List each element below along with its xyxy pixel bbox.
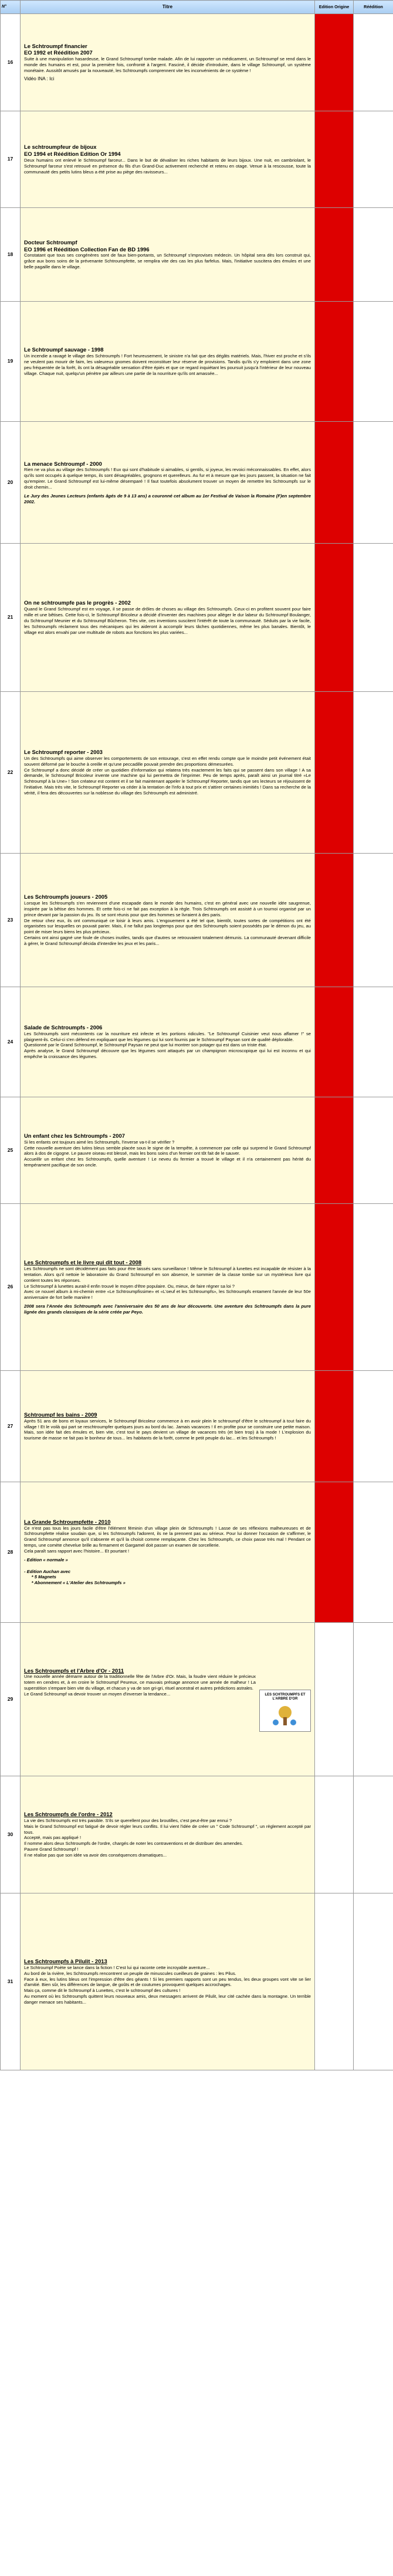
album-title: Le Schtroumpf financier EO 1992 et Réédition 2007: [24, 42, 93, 56]
table-row: [1, 1623, 393, 1776]
album-synopsis: Le Schtroumpf Poète se lance dans la fiction ! C'est lui qui raconte cette incroyable aventure... Au bord de la rivière, les Schtroumpfs rencontrent un peuple de minuscules cueilleurs de graines : les Pilus. Face à eux, les lutins bleus ont l'impression d'être des géants ! Si les premiers rapports sont un peu tendus, les deux groupes vont vite se lier d'amitié. Bien sûr, les différences de langue, de goûts et de coutumes provoquent quelques accrochages. Mais ça, comme dit le Schtroumpf à Lunettes, c'est le schtroumpf des cultures ! Au moment où les Schtroumpfs quittent leurs nouveaux amis, deux messagers arrivent de Pilulit, leur cité cachée dans la montagne. Un terrible danger menace ses habitants...: [24, 1964, 311, 2005]
album-synopsis: Suite à une manipulation hasardeuse, le Grand Schtroumpf tombe malade. Afin de lui rapporter un médicament, un Schtroumpf se rend dans le monde des humains et est, pour la première fois, confronté à l'argent. Fasciné, il décide d'introduire, dans le village Schtroumpf, un système monétaire. Aussitôt amusés par la nouveauté, les Schtroumpfs comprennent vite les inconvénients de ce système !: [24, 56, 311, 73]
album-description: [21, 1482, 315, 1623]
header-edition: Edition Origine: [315, 1, 354, 14]
album-description: [21, 692, 315, 854]
reedition-cell: [354, 1482, 393, 1623]
edition-origin-cell: [315, 208, 354, 302]
album-title: Salade de Schtroumpfs - 2006: [24, 1023, 103, 1031]
reedition-cell: [354, 14, 393, 111]
album-number: 31: [1, 1893, 21, 2070]
album-cover-image: [259, 1690, 311, 1732]
album-number: 23: [1, 854, 21, 987]
edition-origin-cell: [315, 111, 354, 208]
reedition-cell: [354, 1893, 393, 2070]
album-title: La Grande Schtroumpfette - 2010: [24, 1518, 111, 1525]
album-title: Les Schtroumpfs joueurs - 2005: [24, 893, 108, 900]
album-title: Les Schtroumpfs et l'Arbre d'Or - 2011: [24, 1667, 124, 1674]
album-number: 18: [1, 208, 21, 302]
album-description: [21, 111, 315, 208]
album-synopsis: Rien ne va plus au village des Schtroumpfs ! Eux qui sont d'habitude si aimables, si gentils, si joyeux, les revoici méconnaissables. En effet, alors qu'ils sont occupés à quelque temps, ils sont désagréables, grognons et querelleurs. Au fur et à mesure que les jours passent, la situation ne fait qu'empirer. Le Grand Schtroumpf est lui-même désemparé ! Il faut toutefois absolument trouver un moyen de remettre les Schtroumpfs sur le droit chemin...: [24, 467, 311, 490]
edition-origin-cell: [315, 422, 354, 544]
album-synopsis: Les Schtroumpfs ne sont décidément pas faits pour être laissés sans surveillance ! Même le Schtroumpf à lunettes est incapable de résister à la tentation. Alors qu'il nettoie le laboratoire du Grand Schtroumpf en son absence, le sommier de la classe tombe sur un mystérieux livre qui contient toutes les réponses. Le Schtroumpf à lunettes aurait-il enfin trouvé le moyen d'être populaire. Ou, mieux, de faire régner sa loi ? Avec ce nouvel album à mi-chemin entre «Le Schtroumpfissime» et «L'oeuf et les Schtroumpfs», les Schtroumpfs entament l'année de leur 50e anniversaire de fort belle manière !: [24, 1265, 311, 1301]
album-note: Le Jury des Jeunes Lecteurs (enfants âgés de 9 à 13 ans) a couronné cet album au 1er Festival de Vaison la Romaine (F)en septembre 2002.: [24, 493, 311, 504]
album-synopsis: Si les enfants ont toujours aimé les Schtroumpfs, l'inverse va-t-il se vérifier ? Cette nouvelle aventure des lutins bleus semble placée sous le signe de la tempête, à commencer par celle qui surprend le Grand Schtroumpf alors à dos de cigogne. Le pauvre oiseau est blessé, mais les bons soins d'un fermier ont tôt fait de le sauver. Accueillir un enfant chez les Schtroumpfs, quelle aventure ! Le neveu du fermier a trouvé le village et il n'a certainement pas hérité du tempérament pacifique de son oncle.: [24, 1139, 311, 1168]
album-description: [21, 1893, 315, 2070]
table-row: [1, 1371, 393, 1482]
album-title: Schtroumpf les bains - 2009: [24, 1411, 97, 1418]
reedition-cell: [354, 1097, 393, 1204]
album-note: - Edition « normale » - Edition Auchan avec * 5 Magnets * Abonnement « L'Atelier des Schtroumpfs »: [24, 1557, 126, 1586]
reedition-cell: [354, 111, 393, 208]
edition-origin-cell: [315, 1371, 354, 1482]
table-row: [1, 544, 393, 692]
table-row: [1, 111, 393, 208]
album-synopsis: Deux humains ont enlevé le Schtroumpf farceur... Dans le but de dévaliser les riches habitants de leurs bijoux. Une nuit, en cambriolant, le Schtroumpf farceur s'est retrouvé en présence du fils d'un Grand-Duc activement recherché et retenu en otage. Venue à la rescousse, toute la communauté des petits lutins bleus a été prise au piège des ravisseurs...: [24, 157, 311, 175]
reedition-cell: [354, 422, 393, 544]
album-description: [21, 1776, 315, 1893]
album-description: [21, 14, 315, 111]
table-row: [1, 987, 393, 1097]
album-description: [21, 987, 315, 1097]
edition-origin-cell: [315, 1482, 354, 1623]
header-row: [1, 1, 393, 14]
album-description: [21, 1371, 315, 1482]
album-synopsis: Une nouvelle année démarre autour de la traditionnelle fête de l'Arbre d'Or. Mais, la foudre vient réduire le précieux totem en cendres et, à en croire le Schtroumpf Peureux, ce mauvais présage annonce une année de malheur ! La superstition s'empare bien vite du village, et chacun y va de son gri-gri, rituel ancestral et autres prédictions astrales. Le Grand Schtroumpf va devoir trouver un moyen d'inverser la tendance...: [24, 1674, 256, 1697]
album-number: 19: [1, 302, 21, 422]
album-title: Les Schtroumpfs et le livre qui dit tout - 2008: [24, 1259, 142, 1266]
header-title: Titre: [21, 1, 315, 14]
album-title: On ne schtroumpfe pas le progrès - 2002: [24, 599, 131, 606]
reedition-cell: [354, 1371, 393, 1482]
album-description: [21, 1097, 315, 1204]
edition-origin-cell: [315, 14, 354, 111]
album-synopsis: La vie des Schtroumpfs est très paisible. S'ils se querellent pour des broutilles, c'est peut-être par ennui ? Mais le Grand Schtroumpf est fatigué de devoir régler leurs conflits. Il lui vient l'idée de créer un " Code Schtroumpf ", un règlement accepté par tous. Accepté, mais pas appliqué ! Il nomme alors deux Schtroumpfs de l'ordre, chargés de noter les contraventions et de distribuer des amendes. Pauvre Grand Schtroumpf ! Il ne réalise pas que son idée va avoir des conséquences dramatiques...: [24, 1817, 311, 1858]
album-note: 2008 sera l'Année des Schtroumpfs avec l'anniversaire des 50 ans de leur découverte. Une aventure des Schtroumpfs dans la pure lignée des grands classiques de la série créée par Peyo.: [24, 1304, 311, 1315]
edition-origin-cell: [315, 544, 354, 692]
reedition-cell: [354, 302, 393, 422]
table-row: [1, 1776, 393, 1893]
table-row: [1, 208, 393, 302]
album-synopsis: Constatant que tous ses congénères sont de faux bien-portants, un Schtroumpf s'improvises médecin. Un hôpital sera dès lors construit qui, grâce aux bons soins de la prévenante Schtroumpfette, se remplira vite des cas les plus farfelus. Mais, l'initiative suscitera des émules et une belle pagaille dans le village.: [24, 253, 311, 270]
table-row: [1, 1893, 393, 2070]
album-title: Les Schtroumpfs à Pilulit - 2013: [24, 1958, 107, 1965]
album-number: 26: [1, 1204, 21, 1371]
album-number: 21: [1, 544, 21, 692]
header-number: N°: [1, 1, 21, 14]
album-title: Le Schtroumpf reporter - 2003: [24, 749, 103, 756]
album-number: 29: [1, 1623, 21, 1776]
album-synopsis: Un incendie a ravagé le village des Schtroumpfs ! Fort heureusement, le sinistre n'a fait que des dégâts matériels. Mais, l'hiver est proche et s'ils ne veulent pas mourir de faim, les valeureux gnomes doivent reconstituer leur réserve de provisions. Tandis qu'ils s'y emploient dans une zone peu fréquentée de la forêt, ils ont la désagréable sensation d'être épiés et que ce regard inquiétant les poursuit jusqu'à l'intérieur de leur nouveau village. Chaque nuit, quelqu'un pénètre par ailleurs une partie de la nourriture qu'ils ont amassée...: [24, 353, 311, 376]
album-synopsis: Les Schtroumpfs sont mécontents car la nourriture est infecte et les portions ridicules. "Le Schtroumpf Cuisinier veut nous affamer !" se plaignent-ils. Celui-ci s'en défend en expliquant que les légumes qui lui sont fournis par le Schtroumpf Paysan sont de qualité déplorable. Questionné par le Grand Schtroumpf, le Schtroumpf Paysan ne peut que lui montrer son potager qui est dans un triste état. Après analyse, le Grand Schtroumpf découvre que les légumes sont attaqués par un champignon microscopique qui lui est inconnu et qui empêche la croissance des légumes.: [24, 1031, 311, 1060]
album-description: [21, 1623, 315, 1776]
cover-illustration: [267, 1704, 303, 1727]
album-synopsis: Lorsque les Schtroumpfs s'en reviennent d'une escapade dans le monde des humains, c'est en général avec une nouvelle idée saugrenue, inspirée par la bêtise des hommes. Et cette fois-ci ne fait pas exception à la règle. Trois Schtroumpfs ont assisté à un tournoi organisé par un prince devant par la passion du jeu. Ils se sont réunis pour que des hommes se livraient à des paris. De retour chez eux, ils ont communiqué ce loisir à leurs amis. L'engouement a été tel que, bientôt, toutes sortes de compétitions ont été organisées sur lesquelles on pouvait parier. Mais, il ne fallut pas longtemps pour que des Schtroumpfs soient possédés par le démon du jeu, au point de miser leurs biens les plus précieux. Certains ont ainsi gagné une foule de choses inutiles, tandis que d'autres se retrouvaient totalement démunis. La communauté devenant difficile à gérer, le Grand Schtroumpf décida d'interdire les jeux et les paris...: [24, 900, 311, 946]
album-description: [21, 208, 315, 302]
table-row: [1, 422, 393, 544]
album-number: 28: [1, 1482, 21, 1623]
edition-origin-cell: [315, 854, 354, 987]
album-title: Le Schtroumpf sauvage - 1998: [24, 346, 104, 353]
album-number: 16: [1, 14, 21, 111]
table-row: [1, 1482, 393, 1623]
reedition-cell: [354, 1776, 393, 1893]
album-number: 24: [1, 987, 21, 1097]
album-description: [21, 302, 315, 422]
edition-origin-cell: [315, 987, 354, 1097]
album-description: [21, 854, 315, 987]
reedition-cell: [354, 692, 393, 854]
reedition-cell: [354, 1623, 393, 1776]
album-synopsis: Ce n'est pas tous les jours facile d'être l'élément féminin d'un village plein de Schtroumpfs ! Lasse de ses réflexions malheureuses et de Schtroumpfette réalise soudain que, si les Schtroumpfs l'adorent, ils ne la prennent pas au sérieux. Pour lui donner l'occasion de s'affirmer, le Grand Schtroumpf annonce qu'il s'absente et qu'il la choisit comme remplaçante. Chez les Schtroumpfs, ce choix passe très mal ! Pendant ce temps, une comète chevelue brille au firmament et Gargamel doit passer un examen de sorcellerie. Cela paraît sans rapport avec l'histoire... Et pourtant !: [24, 1525, 311, 1554]
edition-origin-cell: [315, 1776, 354, 1893]
table-row: [1, 14, 393, 111]
album-description: [21, 1204, 315, 1371]
album-number: 20: [1, 422, 21, 544]
edition-origin-cell: [315, 1623, 354, 1776]
table-row: [1, 854, 393, 987]
reedition-cell: [354, 987, 393, 1097]
album-number: 27: [1, 1371, 21, 1482]
album-title: La menace Schtroumpf - 2000: [24, 460, 102, 467]
table-row: [1, 692, 393, 854]
album-number: 25: [1, 1097, 21, 1204]
reedition-cell: [354, 544, 393, 692]
album-number: 17: [1, 111, 21, 208]
album-number: 22: [1, 692, 21, 854]
edition-origin-cell: [315, 302, 354, 422]
album-synopsis: Un des Schtroumpfs qui aime observer les comportements de son entourage, s'est en effet rendu compte que le moindre petit événement était souvent déformé par le bouche à oreille et qu'une peccadille pouvait prendre des proportions démesurées. Ce Schtroumpf a donc décidé de créer un quotidien d'information qui relatera très exactement les faits qui se passent dans son village ! A sa demande, le Schtroumpf Bricoleur invente une machine qui lui permettra de l'imprimer. Peu de temps après, paraît ainsi un journal titré «Le Schtroumpf à la Une» ! Son créateur est content et il se fait maintenant appeler le Schtroumpf Reporter, tandis que ses lecteurs se réjouissent de l'initiative. Mais très vite, le Schtroumpf Reporter va céder à la tentation de l'info à tout prix et s'attirer certaines inimitiés ! Dans sa recherche de la vérité, il fera des découvertes sur la noblesse du village des Schtroumpfs est administré.: [24, 755, 311, 796]
header-reedition: Réédition: [354, 1, 393, 14]
reedition-cell: [354, 1204, 393, 1371]
album-title: Docteur Schtroumpf EO 1996 et Réédition Collection Fan de BD 1996: [24, 238, 150, 253]
album-synopsis: Quand le Grand Schtroumpf est en voyage, il se passe de drôles de choses au village des Schtroumpfs. Ceux-ci en profitent souvent pour faire mille et une bêtises. Cette fois-ci, le Schtroumpf Bricoleur a décidé d'inventer des machines pour alléger le dur labeur du Schtroumpf Boulanger, du Schtroumpf Meunier et du Schtroumpf Bûcheron. Très vite, ces inventions suscitent l'intérêt de toute la communauté. Séduits par la vie facile, les Schtroumpfs réclament tous des mécaniques qui les aideront à accomplir leurs tâches quotidiennes, même les plus banales. Bientôt, le village est alors envahi par une multitude de robots aux fonctions les plus variées...: [24, 606, 311, 635]
album-description: [21, 422, 315, 544]
edition-origin-cell: [315, 1893, 354, 2070]
reedition-cell: [354, 854, 393, 987]
video-link[interactable]: Vidéo INA : Ici: [24, 76, 55, 81]
edition-origin-cell: [315, 1097, 354, 1204]
table-row: [1, 1097, 393, 1204]
album-title: Les Schtroumpfs de l'ordre - 2012: [24, 1811, 113, 1818]
edition-origin-cell: [315, 1204, 354, 1371]
album-number: 30: [1, 1776, 21, 1893]
album-synopsis: Après 51 ans de bons et loyaux services, le Schtroumpf Bricoleur commence à en avoir plein le schtroumpf d'être le schtroumpf à tout faire du village ! Et le voilà qui part se reschtroumpfer quelques jours au bord du lac. Jamais vacances ! Il en profite pour se construire une petite maison. Mais, son idée fait des émules et, bien vite, c'est tout le pays devient un village de vacances très (et bien trop) à la mode ! L'explosion du tourisme de masse ne fait pas le bonheur de tous... les habitants de la forêt, comme le petit peuple du lac... et les Schtroumpfs !: [24, 1418, 311, 1441]
album-title: Le schtroumpfeur de bijoux EO 1994 et Réédition Edition Or 1994: [24, 144, 121, 158]
album-title: Un enfant chez les Schtroumpfs - 2007: [24, 1132, 125, 1139]
table-row: [1, 302, 393, 422]
cover-title: LES SCHTROUMPFS ET L'ARBRE D'OR: [265, 1693, 306, 1701]
table-row: [1, 1204, 393, 1371]
edition-origin-cell: [315, 692, 354, 854]
album-description: [21, 544, 315, 692]
reedition-cell: [354, 208, 393, 302]
